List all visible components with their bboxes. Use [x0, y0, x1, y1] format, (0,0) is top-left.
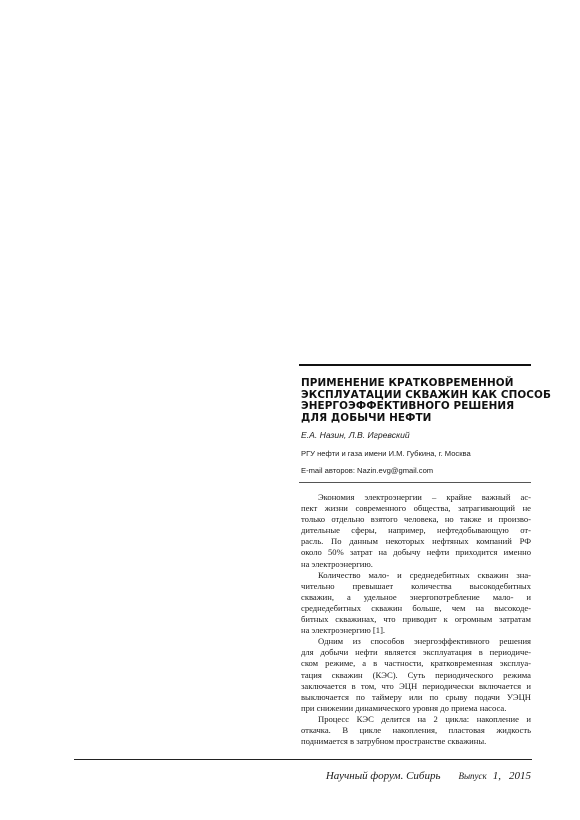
title-line: ЭКСПЛУАТАЦИИ СКВАЖИН КАК СПОСОБ [301, 388, 551, 401]
title-line: ДЛЯ ДОБЫЧИ НЕФТИ [301, 411, 432, 424]
text-line: для добычи нефти является эксплуатация в периодиче- [301, 647, 531, 658]
text-line: заключается в том, что ЭЦН периодически включается и [301, 680, 531, 691]
text-line: ском режиме, а в частности, кратковременная эксплуа- [301, 658, 531, 669]
paragraph-3 [301, 636, 531, 714]
text-line: около 50% затрат на добычу нефти приходится именно [301, 547, 531, 558]
text-line: выключается по таймеру или по срыву подачи УЭЦН [301, 691, 531, 702]
text-line: на электроэнергию [1]. [301, 625, 386, 636]
article-affiliation: РГУ нефти и газа имени И.М. Губкина, г. Москва [301, 449, 471, 458]
text-line: при снижении динамического уровня до приема насоса. [301, 702, 507, 713]
text-line: Экономия электроэнергии – крайне важный ас- [318, 492, 531, 502]
text-line: дительные сферы, например, нефтедобывающую от- [301, 525, 531, 536]
paragraph-2 [301, 570, 531, 637]
text-line: поднимается в затрубном пространстве скважины. [301, 736, 487, 747]
text-line: пект жизни современного общества, затрагивающий не [301, 503, 531, 514]
text-line: скважин, а удельное энергопотребление мало- и [301, 591, 531, 602]
text-line: на электроэнергию. [301, 558, 373, 569]
title-line: ЭНЕРГОЭФФЕКТИВНОГО РЕШЕНИЯ [301, 400, 515, 413]
text-line: Процесс КЭС делится на 2 цикла: накопление и [318, 713, 531, 724]
issue-year: 2015 [509, 770, 531, 782]
text-line: расль. По данным некоторых нефтяных компаний РФ [301, 536, 531, 547]
text-line: Количество мало- и среднедебитных скважин зна- [318, 569, 531, 580]
header-divider [299, 482, 531, 483]
title-top-rule [299, 364, 531, 366]
article-body [301, 492, 531, 747]
text-line: откачка. В цикле накопления, пластовая жидкость [301, 724, 531, 735]
article-title [301, 377, 551, 424]
paragraph-1 [301, 492, 531, 570]
text-line: битных скважинах, что приводит к огромным затратам [301, 614, 531, 625]
issue-number: 1, [492, 770, 501, 782]
article-email: E-mail авторов: Nazin.evg@gmail.com [301, 466, 434, 475]
title-line: ПРИМЕНЕНИЕ КРАТКОВРЕМЕННОЙ [301, 377, 514, 389]
journal-name: Научный форум. Сибирь [325, 770, 441, 782]
text-line: среднедебитных скважин больше, чем на высокоде- [301, 602, 531, 613]
paragraph-4 [301, 714, 531, 747]
page-footer [0, 766, 531, 784]
text-line: чительно превышает количества высокодебитных [301, 580, 531, 591]
issue-label: Выпуск [458, 771, 487, 781]
text-line: только отдельно взятого человека, но также и произво- [301, 514, 531, 525]
text-line: тация скважин (КЭС). Суть периодического режима [301, 669, 531, 680]
footer-rule [74, 759, 532, 760]
text-line: Одним из способов энергоэффективного решения [318, 636, 531, 647]
article-authors: Е.А. Назин, Л.В. Игревский [301, 430, 410, 440]
